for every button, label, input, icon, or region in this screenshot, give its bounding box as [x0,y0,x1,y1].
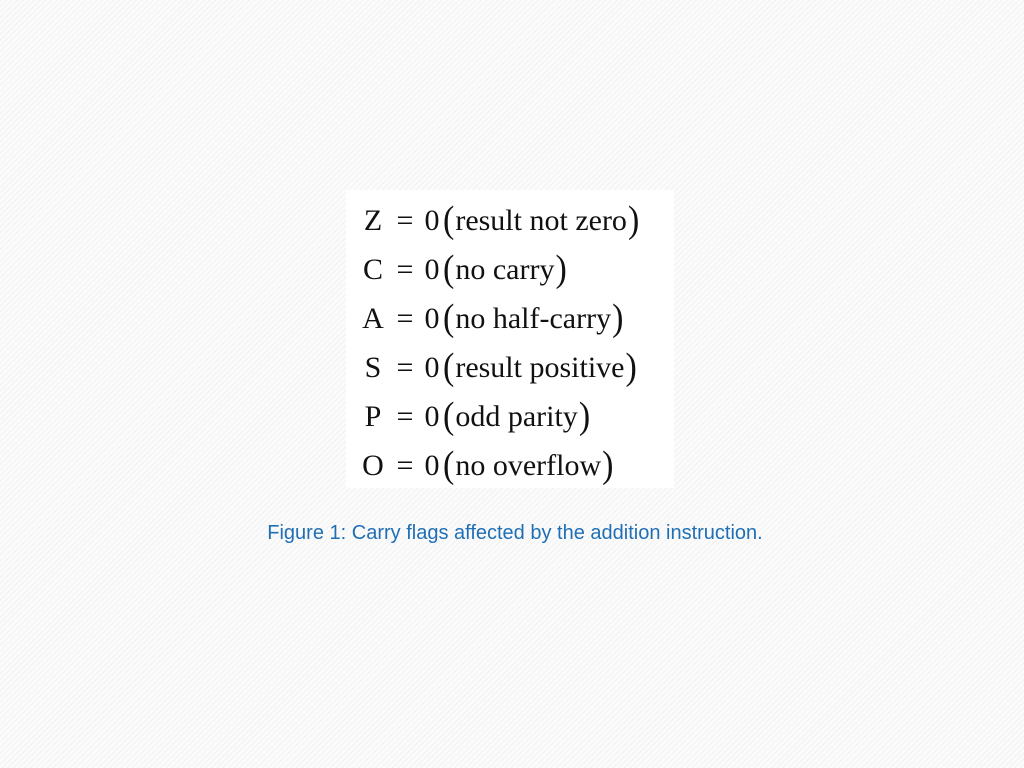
close-paren: ) [627,199,640,241]
flag-description: no overflow [455,448,602,482]
open-paren: ( [443,297,455,339]
flag-letter: S [364,350,382,384]
open-paren: ( [443,395,455,437]
flag-row-overflow [358,441,674,490]
equals-sign: = [396,203,414,237]
flag-value: 0 [424,448,440,482]
close-paren: ) [612,297,624,339]
flag-value: 0 [424,203,440,237]
flag-letter: O [362,448,384,482]
flag-description: no half-carry [455,301,612,335]
flag-letter: A [362,301,384,335]
flag-description: result not zero [455,203,627,237]
flag-value: 0 [424,350,440,384]
open-paren: ( [443,199,455,241]
open-paren: ( [443,444,455,486]
figure-caption: Figure 1: Carry flags affected by the addition instruction. [267,522,763,544]
flag-row-parity [358,392,674,441]
flag-row-sign [358,343,674,392]
open-paren: ( [443,346,455,388]
flag-description: odd parity [455,399,578,433]
flag-letter: C [362,252,383,286]
equals-sign: = [396,301,414,335]
flag-description: no carry [455,252,555,286]
equals-sign: = [396,448,414,482]
close-paren: ) [578,395,591,437]
flag-letter: P [364,399,382,433]
flag-value: 0 [424,301,440,335]
flag-row-carry [358,245,674,294]
equals-sign: = [396,252,414,286]
flag-row-zero [358,196,674,245]
flag-value: 0 [424,399,440,433]
open-paren: ( [443,248,455,290]
equals-sign: = [396,399,414,433]
close-paren: ) [602,444,614,486]
close-paren: ) [625,346,637,388]
flag-row-auxiliary [358,294,674,343]
flag-letter: Z [363,203,383,237]
flag-description: result positive [455,350,625,384]
equals-sign: = [396,350,414,384]
close-paren: ) [555,248,567,290]
flag-value: 0 [424,252,440,286]
flags-figure [346,190,674,488]
